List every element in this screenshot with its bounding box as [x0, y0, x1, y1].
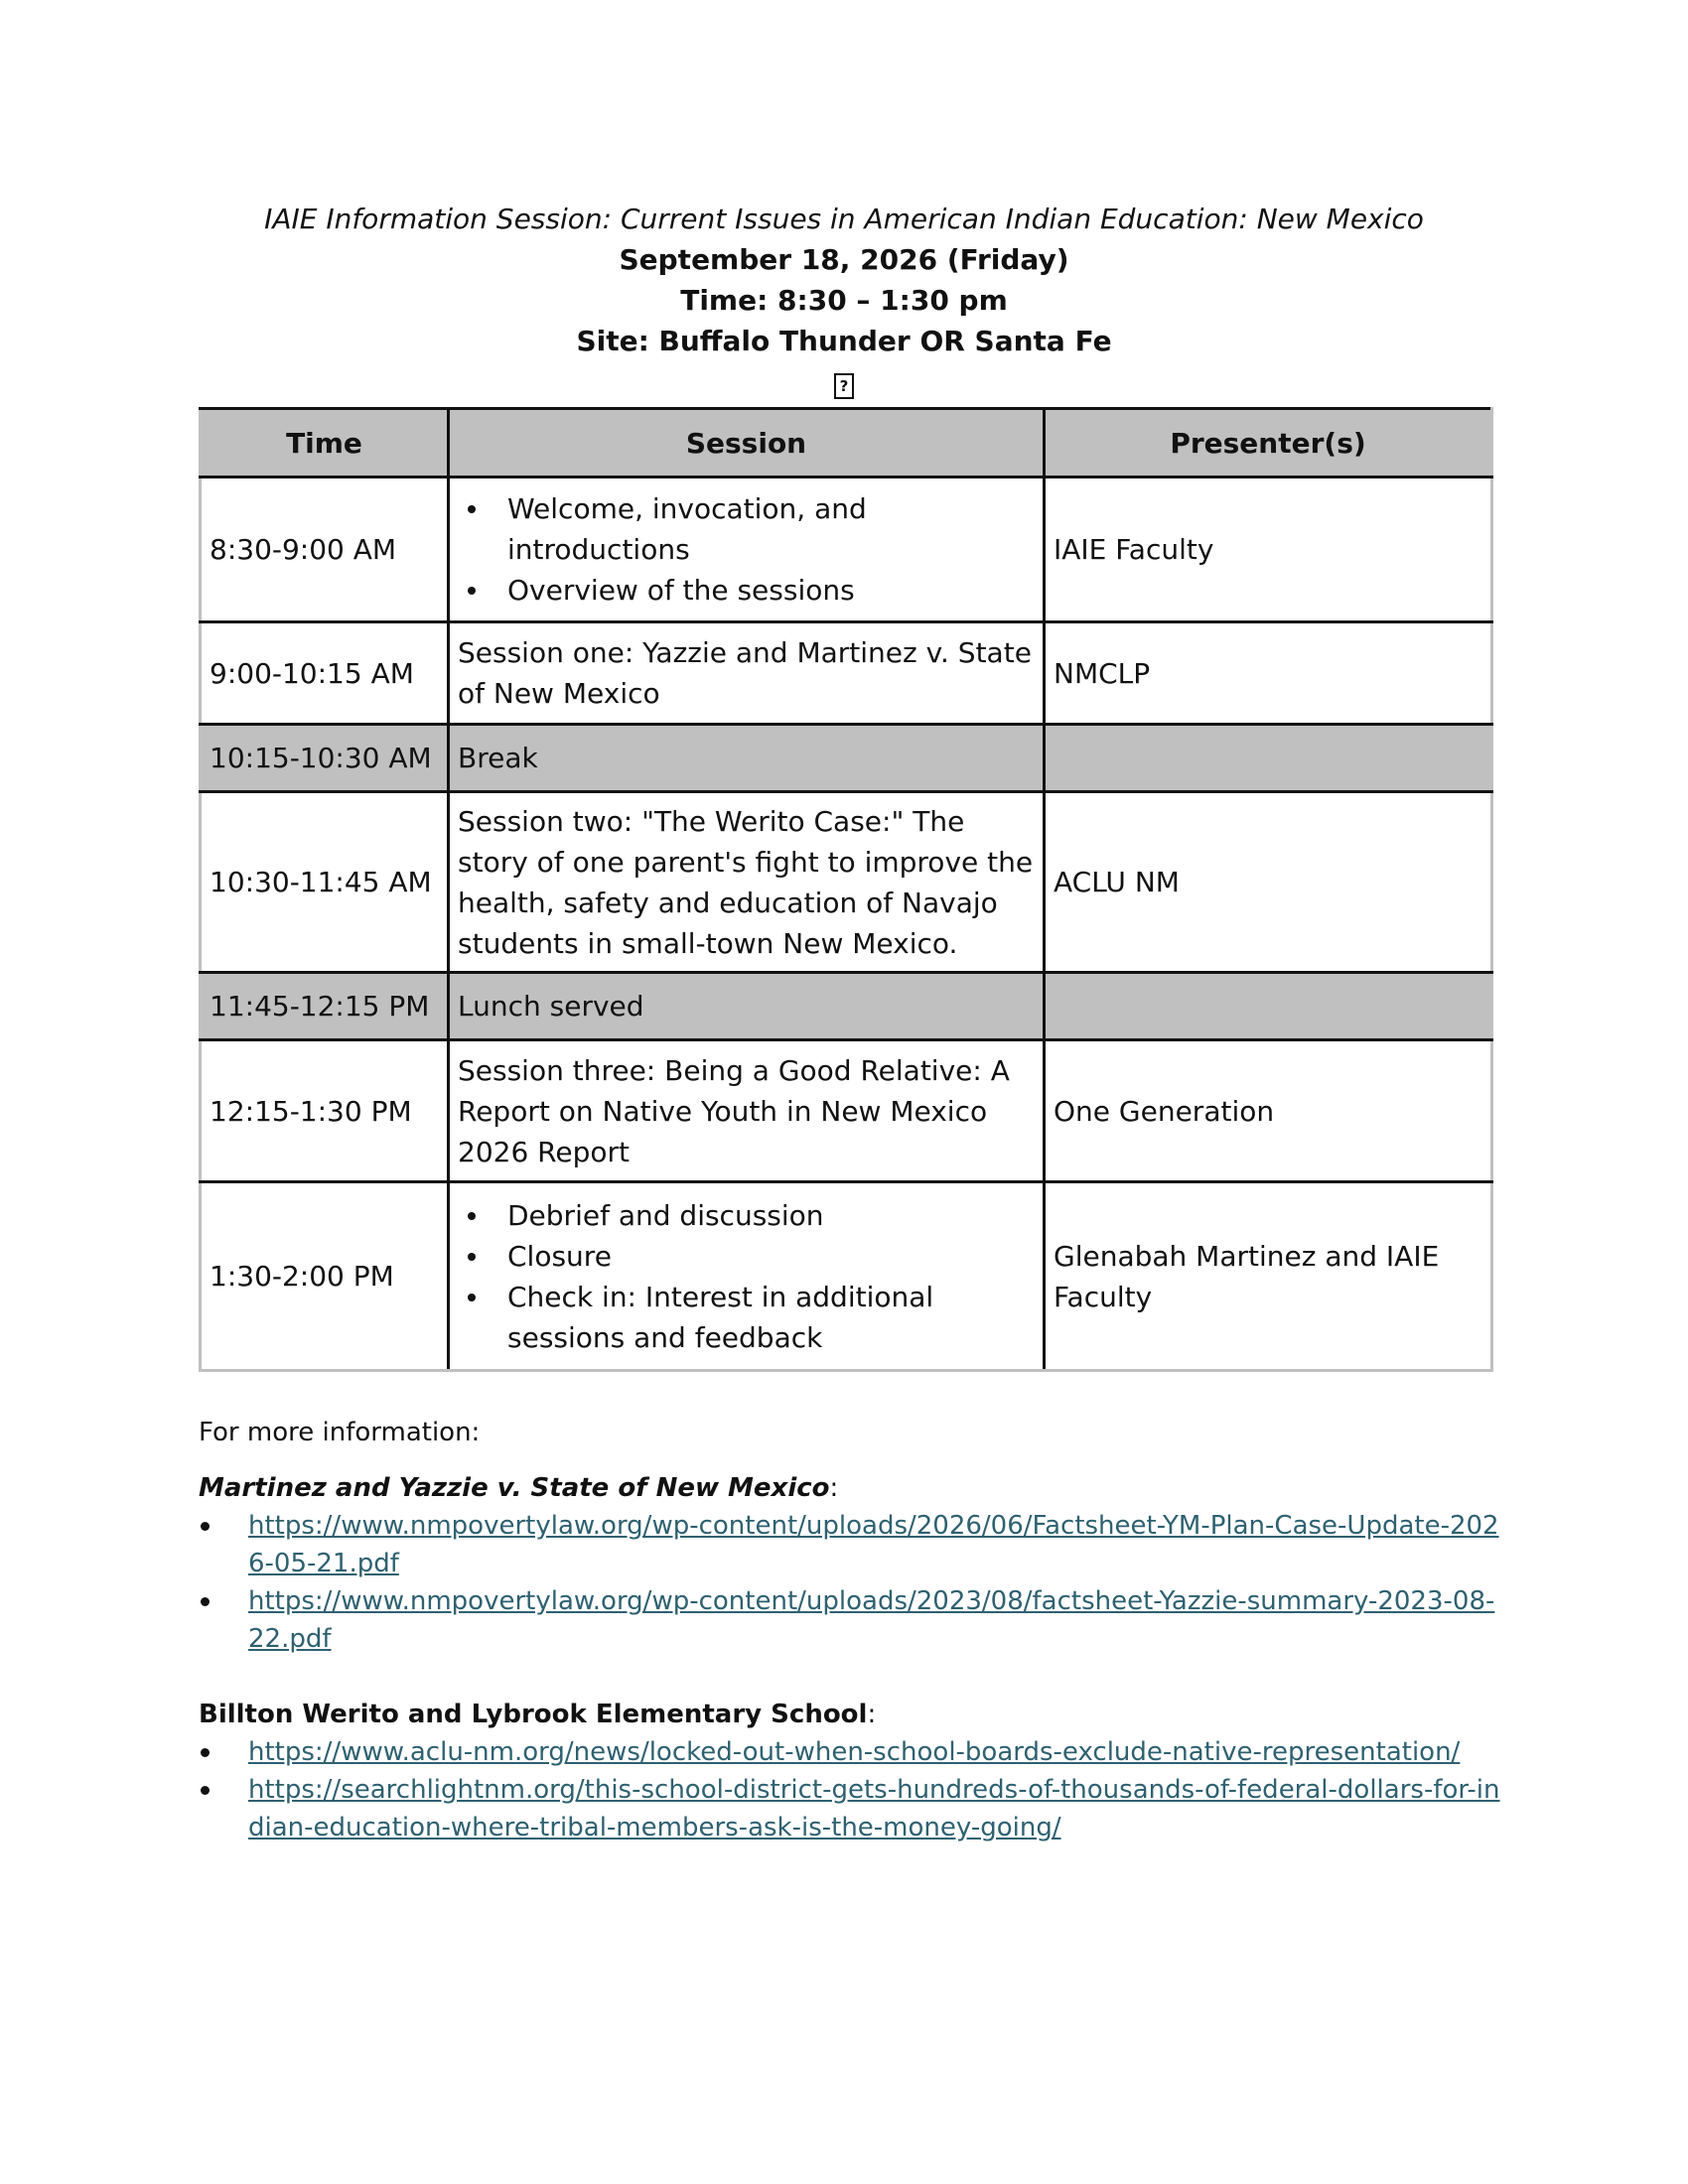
list-item [199, 1733, 1509, 1771]
cell-presenter [1045, 973, 1492, 1040]
column-header-session: Session [449, 409, 1045, 478]
more-information-heading: For more information: [199, 1418, 481, 1447]
document-header [199, 199, 1489, 402]
table-row [201, 478, 1492, 622]
cell-presenter: Glenabah Martinez and IAIE Faculty [1045, 1182, 1492, 1371]
more-information-section [199, 1414, 1509, 1846]
source-title-suffix: : [867, 1700, 877, 1729]
cell-session [449, 1182, 1045, 1371]
document-title: IAIE Information Session: Current Issues in American Indian Education: New Mexico [264, 203, 1424, 235]
link-list [199, 1507, 1509, 1658]
list-item: Welcome, invocation, and introductions [458, 488, 1035, 570]
cell-time: 10:30-11:45 AM [201, 792, 449, 973]
link[interactable]: https://www.nmpovertylaw.org/wp-content/uploads/2026/06/Factsheet-YM-Plan-Case-Update-2026-05-21.pdf [248, 1511, 1499, 1578]
event-site: Site: Buffalo Thunder OR Santa Fe [576, 325, 1112, 357]
table-row [201, 1040, 1492, 1182]
cell-time: 9:00-10:15 AM [201, 622, 449, 725]
cell-presenter: IAIE Faculty [1045, 478, 1492, 622]
source-heading [199, 1696, 1509, 1733]
link-list [199, 1733, 1509, 1846]
cell-time: 11:45-12:15 PM [201, 973, 449, 1040]
cell-presenter: ACLU NM [1045, 792, 1492, 973]
list-item: Overview of the sessions [458, 570, 1035, 611]
table-header-row [201, 409, 1492, 478]
cell-session: Lunch served [449, 973, 1045, 1040]
cell-presenter: One Generation [1045, 1040, 1492, 1182]
cell-presenter: NMCLP [1045, 622, 1492, 725]
link[interactable]: https://www.nmpovertylaw.org/wp-content/uploads/2023/08/factsheet-Yazzie-summary-2023-08-22.pdf [248, 1586, 1495, 1654]
column-header-time: Time [201, 409, 449, 478]
list-item [199, 1771, 1509, 1846]
link[interactable]: https://www.aclu-nm.org/news/locked-out-when-school-boards-exclude-native-representation/ [248, 1737, 1461, 1767]
cell-presenter [1045, 725, 1492, 792]
session-bullet-list [458, 488, 1035, 611]
list-item [199, 1507, 1509, 1582]
table-row [201, 622, 1492, 725]
link[interactable]: https://searchlightnm.org/this-school-district-gets-hundreds-of-thousands-of-federal-dollars-for-indian-education-where-tribal-members-ask-is-the-money-going/ [248, 1775, 1500, 1843]
source-title: Martinez and Yazzie v. State of New Mexico [199, 1473, 830, 1503]
cell-session: Session three: Being a Good Relative: A Report on Native Youth in New Mexico 2026 Report [449, 1040, 1045, 1182]
session-bullet-list [458, 1195, 1035, 1358]
list-item: Closure [458, 1236, 1035, 1277]
source-title: Billton Werito and Lybrook Elementary School [199, 1700, 868, 1729]
table-row [201, 792, 1492, 973]
table-row [201, 1182, 1492, 1371]
list-item: Check in: Interest in additional sessions and feedback [458, 1277, 1035, 1358]
cell-time: 10:15-10:30 AM [201, 725, 449, 792]
source-heading [199, 1469, 1509, 1507]
column-header-presenter: Presenter(s) [1045, 409, 1492, 478]
cell-session: Break [449, 725, 1045, 792]
table-row [201, 973, 1492, 1040]
table-row [201, 725, 1492, 792]
event-date: September 18, 2026 (Friday) [619, 243, 1069, 276]
agenda-table [199, 407, 1493, 1372]
cell-time: 8:30-9:00 AM [201, 478, 449, 622]
source-title-suffix: : [829, 1473, 839, 1503]
cell-time: 12:15-1:30 PM [201, 1040, 449, 1182]
cell-session: Session two: "The Werito Case:" The story of one parent's fight to improve the health, safety and education of Navajo students in small-town New Mexico. [449, 792, 1045, 973]
cell-session: Session one: Yazzie and Martinez v. State of New Mexico [449, 622, 1045, 725]
cell-time: 1:30-2:00 PM [201, 1182, 449, 1371]
cell-session [449, 478, 1045, 622]
list-item [199, 1582, 1509, 1658]
event-time: Time: 8:30 – 1:30 pm [680, 284, 1008, 317]
missing-glyph-icon: ? [834, 373, 854, 399]
list-item: Debrief and discussion [458, 1195, 1035, 1236]
